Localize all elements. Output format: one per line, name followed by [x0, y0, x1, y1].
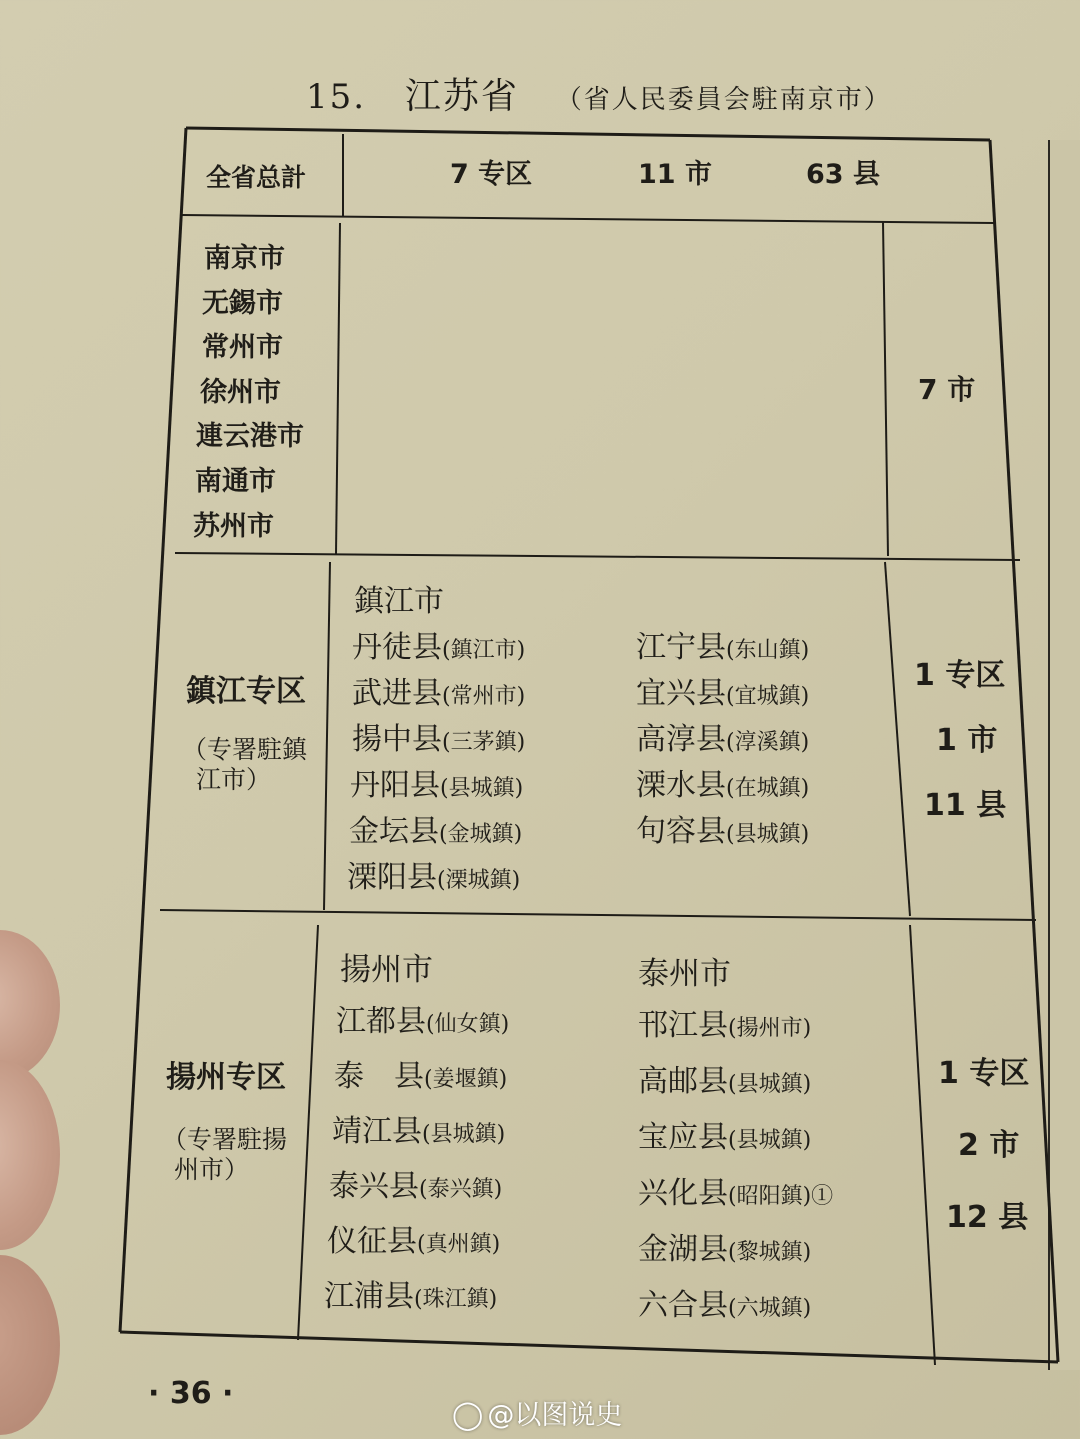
county-seat: (宜城鎮): [726, 684, 810, 709]
county-seat: (溧城鎮): [437, 868, 521, 893]
county-name: 泰 县: [334, 1059, 424, 1094]
summary-cities: 2 市: [958, 1128, 1020, 1163]
county-seat: (三茅鎮): [442, 730, 526, 755]
list-item: 徐州市: [200, 376, 281, 408]
county-name: 丹阳县: [350, 768, 440, 803]
county-name: 揚中县: [352, 722, 442, 757]
county-name: 金坛县: [349, 814, 439, 849]
county-row: [327, 1216, 509, 1271]
section-number: 15.: [306, 77, 367, 117]
county-seat: (在城鎮): [726, 776, 810, 801]
county-name: 兴化县: [638, 1176, 728, 1211]
prefecture-seat-yangzhou: 州市）: [174, 1155, 250, 1184]
county-name: 溧水县: [636, 768, 726, 803]
county-name: 江浦县: [324, 1279, 414, 1314]
county-row: [324, 1271, 509, 1326]
county-name: 句容县: [636, 814, 726, 849]
watermark-text: @以图说史: [487, 1400, 623, 1431]
county-name: 靖江县: [332, 1114, 422, 1149]
province-name: 江苏省: [404, 76, 519, 117]
summary-counties: 12 县: [946, 1200, 1029, 1235]
page-number: · 36 ·: [148, 1376, 234, 1411]
totals-counties: 63 县: [806, 159, 880, 190]
county-row: [334, 1051, 509, 1106]
county-row: [352, 622, 525, 668]
county-seat: (县城鎮): [728, 1072, 812, 1097]
prefecture-city: 泰州市: [638, 956, 731, 992]
county-seat: (鎮江市): [442, 638, 526, 663]
county-seat: (常州市): [442, 684, 526, 709]
county-row: [636, 806, 809, 852]
county-seat: (金城鎮): [439, 822, 523, 847]
county-row: [352, 714, 525, 760]
county-name: 高邮县: [638, 1064, 728, 1099]
county-list-left: [347, 622, 526, 898]
county-seat: (六城鎮): [728, 1296, 812, 1321]
province-seat: （省人民委員会駐南京市）: [555, 85, 892, 115]
county-row: [636, 760, 809, 806]
county-row: [347, 852, 525, 898]
county-seat: (县城鎮): [726, 822, 810, 847]
summary-cities: 1 市: [936, 723, 998, 758]
yangzhou-summary: [938, 1048, 1029, 1264]
county-name: 武进县: [352, 676, 442, 711]
county-row: [350, 760, 525, 806]
list-item: 連云港市: [196, 421, 304, 453]
direct-cities-summary: 7 市: [918, 373, 976, 406]
watermark: [452, 1393, 622, 1432]
county-row: [329, 1161, 509, 1216]
county-list-right: [638, 1000, 833, 1336]
county-list-left: [324, 996, 510, 1326]
county-name: 丹徒县: [352, 630, 442, 665]
list-item: 南通市: [195, 465, 276, 497]
prefecture-seat-yangzhou: （专署駐揚: [162, 1125, 288, 1154]
county-row: [638, 1000, 833, 1056]
prefecture-seat-zhenjiang: 江市）: [196, 765, 272, 794]
county-seat: (珠江鎮): [414, 1287, 498, 1312]
prefecture-name-zhenjiang: 鎮江专区: [186, 674, 306, 709]
county-seat: (东山鎮): [726, 638, 810, 663]
county-seat: (真州鎮): [417, 1232, 501, 1257]
county-row: [336, 996, 509, 1051]
county-name: 宜兴县: [636, 676, 726, 711]
summary-prefectures: 1 专区: [938, 1056, 1030, 1091]
county-seat: (昭阳鎮)①: [728, 1184, 834, 1209]
totals-cities: 11 市: [638, 159, 712, 190]
county-seat: (泰兴鎮): [419, 1177, 503, 1202]
county-name: 六合县: [638, 1288, 728, 1323]
totals-label: 全省总計: [206, 163, 307, 192]
county-row: [636, 714, 809, 760]
county-seat: (淳溪鎮): [726, 730, 810, 755]
county-row: [636, 622, 809, 668]
county-seat: (县城鎮): [440, 776, 524, 801]
prefecture-city: 揚州市: [340, 952, 433, 988]
county-list-right: [636, 622, 809, 852]
weibo-icon: ◯: [452, 1398, 484, 1431]
list-item: 无錫市: [202, 287, 283, 319]
county-row: [352, 668, 525, 714]
prefecture-name-yangzhou: 揚州专区: [166, 1060, 286, 1095]
summary-counties: 11 县: [924, 788, 1007, 823]
prefecture-city: 鎮江市: [354, 584, 444, 619]
zhenjiang-summary: [914, 650, 1006, 845]
county-name: 金湖县: [638, 1232, 728, 1267]
county-name: 江宁县: [636, 630, 726, 665]
prefecture-seat-zhenjiang: （专署駐鎮: [182, 735, 308, 764]
county-name: 宝应县: [638, 1120, 728, 1155]
totals-prefectures: 7 专区: [450, 159, 533, 190]
county-seat: (仙女鎮): [426, 1012, 510, 1037]
county-row: [349, 806, 525, 852]
county-name: 江都县: [336, 1004, 426, 1039]
county-seat: (县城鎮): [728, 1128, 812, 1153]
county-seat: (姜堰鎮): [424, 1067, 508, 1092]
county-row: [638, 1056, 833, 1112]
list-item: 常州市: [202, 332, 283, 364]
county-name: 泰兴县: [329, 1169, 419, 1204]
county-seat: (黎城鎮): [728, 1240, 812, 1265]
county-row: [332, 1106, 509, 1161]
county-row: [638, 1224, 833, 1280]
list-item: 苏州市: [193, 510, 274, 542]
direct-city-list: [193, 236, 304, 548]
county-name: 邗江县: [638, 1008, 728, 1043]
county-name: 仪征县: [327, 1224, 417, 1259]
summary-prefectures: 1 专区: [914, 658, 1006, 693]
county-seat: (县城鎮): [422, 1122, 506, 1147]
county-row: [636, 668, 809, 714]
county-seat: (揚州市): [728, 1016, 812, 1041]
county-name: 高淳县: [636, 722, 726, 757]
county-name: 溧阳县: [347, 860, 437, 895]
list-item: 南京市: [204, 243, 285, 274]
county-row: [638, 1112, 833, 1168]
county-row: [638, 1168, 833, 1224]
county-row: [638, 1280, 833, 1336]
